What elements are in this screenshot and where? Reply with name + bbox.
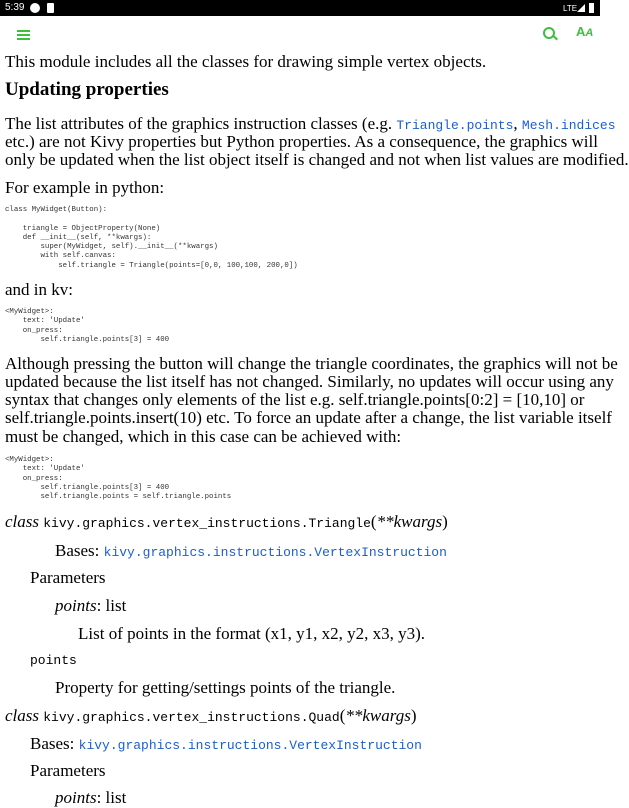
toolbar [0,16,600,50]
paragraph-line: only be updated when the list object itself is changed and not when list values are modified. [5,150,629,169]
code-block-kv-fix: <MyWidget>: text: 'Update' on_press: self.triangle.points[3] = 400 self.triangle.points = self.triangle.points [5,456,232,502]
param-description: List of points in the format (x1, y1, x2, y2, x3, y3). [78,624,426,643]
section-heading: Updating properties [5,79,169,100]
paragraph-line: and in kv: [5,280,73,299]
app-notification-icon [30,3,40,13]
param-points: points: list [55,596,127,615]
paragraph-line: For example in python: [5,178,165,197]
paragraph-line: self.triangle.points.insert(10) etc. To force an update after a change, the list variable itself [5,408,612,427]
paragraph-line: etc.) are not Kivy properties but Python properties. As a consequence, the graphics will [5,132,598,151]
param-points: points: list [55,788,127,807]
attribute-description: Property for getting/settings points of the triangle. [55,678,396,697]
signal-icon [577,4,585,12]
parameters-label: Parameters [30,568,106,587]
code-block-kv: <MyWidget>: text: 'Update' on_press: self.triangle.points[3] = 400 [5,308,170,344]
paragraph-line: must be changed, which in this case can be achieved with: [5,427,402,446]
paragraph-line: syntax that changes only elements of the list e.g. self.triangle.points[0:2] = [10,10] or [5,390,585,409]
intro-text: This module includes all the classes for drawing simple vertex objects. [5,52,487,71]
bases-line: Bases: kivy.graphics.instructions.VertexInstruction [30,734,422,753]
font-size-icon[interactable]: AA [576,24,594,39]
network-type: LTE [563,4,578,13]
status-bar [0,0,600,16]
mesh-indices-link[interactable]: Mesh.indices [521,118,616,133]
class-signature-triangle: class kivy.graphics.vertex_instructions.Triangle(**kwargs) [5,512,448,531]
vertex-instruction-link[interactable]: kivy.graphics.instructions.VertexInstruction [78,738,422,753]
hamburger-icon[interactable] [17,30,30,40]
paragraph-line: updated because the list itself has not changed. Similarly, no updates will occur using any [5,372,614,391]
paragraph-line: The list attributes of the graphics instruction classes (e.g. Triangle.points, Mesh.indices [5,114,616,133]
parameters-label: Parameters [30,761,106,780]
search-icon[interactable] [543,27,555,39]
code-block-python: class MyWidget(Button): triangle = ObjectProperty(None) def __init__(self, **kwargs): super(MyWidget, self).__init__(**kwargs) with self.canvas: self.triangle = Triangle(points=[0,0, 100,100, 200,0]) [5,206,298,270]
battery-icon [589,3,594,13]
vertex-instruction-link[interactable]: kivy.graphics.instructions.VertexInstruction [103,545,447,560]
status-time: 5:39 [5,2,25,13]
paragraph-line: Although pressing the button will change the triangle coordinates, the graphics will not be [5,354,618,373]
triangle-points-link[interactable]: Triangle.points [396,118,514,133]
class-signature-quad: class kivy.graphics.vertex_instructions.Quad(**kwargs) [5,706,417,725]
sd-card-icon [47,3,54,13]
bases-line: Bases: kivy.graphics.instructions.VertexInstruction [55,541,447,560]
attribute-points: points [30,653,77,668]
